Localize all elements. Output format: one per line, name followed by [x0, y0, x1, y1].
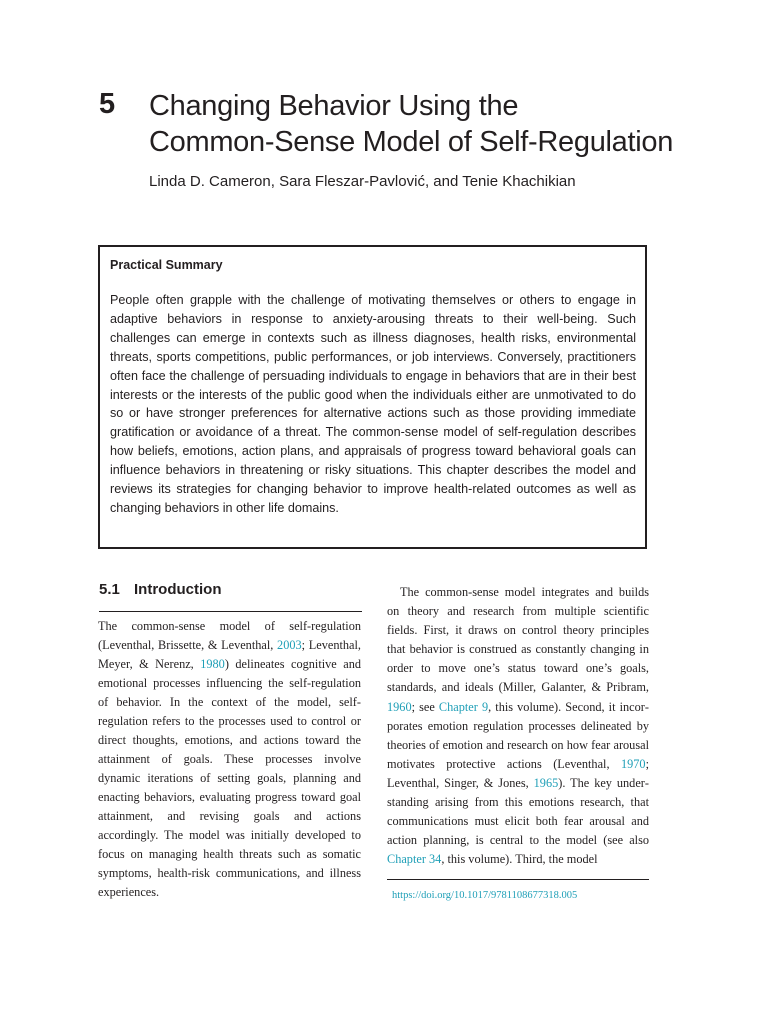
citation-link-1980[interactable]: 1980 [200, 657, 225, 671]
left-column-paragraph [98, 617, 361, 902]
section-title: Introduction [134, 581, 222, 598]
citation-link-1965[interactable]: 1965 [533, 775, 559, 790]
right-text-3: , this volume). Second, it incorporates emotion regulation processes delineated by theories of emotion and research on how fear arousal motivates protective actions (Leventhal, [387, 699, 649, 771]
chapter-authors: Linda D. Cameron, Sara Fleszar-Pavlović, and Tenie Khachikian [149, 173, 576, 190]
chapter-34-link[interactable]: Chapter 34 [387, 852, 442, 867]
chapter-title [149, 88, 709, 160]
section-heading [99, 581, 221, 599]
right-text-5: ). The key understanding arising from this emotions research, that communications must elicit both fear arousal and action planning, is central to the model (see also [387, 775, 649, 848]
right-text-4: ; Leventhal, Singer, & Jones, [387, 756, 649, 790]
doi-rule [387, 879, 649, 880]
practical-summary-box [98, 245, 647, 549]
left-text-2: ; Leventhal, Meyer, & Nerenz, [98, 638, 361, 671]
chapter-title-line-1: Changing Behavior Using the [149, 90, 519, 122]
practical-summary-text: People often grapple with the challenge of motivating themselves or others to engage in adaptive behaviors in response to anxiety-arousing threats to their well-being. Such challenges can emerge in contexts such as illness diagnoses, health risks, environmental threats, sports competitions, public performances, or job interviews. Conversely, practitioners often face the challenge of persuading individuals to engage in behaviors that are in their best interests or the interests of the public good when the individuals either are unmotivated to do so or have stronger preferences for alternative actions such as those providing immediate gratification or avoidance of a threat. The common-sense model of self-regulation describes how beliefs, emotions, action plans, and appraisals of progress toward behavioral goals can influence behaviors in threatening or risky situations. This chapter describes the model and reviews its strategies for changing behavior to improve health-related outcomes as well as changing behaviors in other life domains. [110, 293, 636, 515]
right-paragraph [387, 583, 649, 869]
citation-link-1970[interactable]: 1970 [620, 756, 646, 771]
right-text-1: The common-sense model integrates and builds on theory and research from multiple scientific fields. First, it draws on control theory principles that behavior is construed as constantly changing in order to move one’s status toward one’s goals, standards, and ideals (Miller, Galanter, & Pribram, [387, 585, 649, 695]
right-text-6: , this volume). Third, the model [441, 852, 598, 867]
left-text-1: The common-sense model of self-regulation (Leventhal, Brissette, & Leventhal, [98, 619, 361, 652]
chapter-9-link[interactable]: Chapter 9 [438, 699, 489, 714]
left-text-3: ) delineates cognitive and emotional processes influencing the self-regulation of behavior. In the context of the model, self-regulation refers to the processes used to control or direct thoughts, emotions, and actions toward the attainment of goals. These processes involve dynamic iterations of setting goals, planning and enacting behaviors, evaluating progress toward goal attainment, and revising goals and actions accordingly. The model was initially developed to focus on managing health threats such as somatic symptoms, health-risk communications, and illness experiences. [98, 657, 361, 899]
right-text-2: ; see [411, 699, 439, 714]
section-number: 5.1 [99, 581, 120, 598]
citation-link-2003[interactable]: 2003 [277, 638, 302, 652]
doi-link[interactable]: https://doi.org/10.1017/9781108677318.005 [392, 890, 578, 901]
citation-link-1960[interactable]: 1960 [387, 699, 412, 714]
practical-summary-heading: Practical Summary [110, 258, 223, 272]
section-rule [99, 611, 362, 612]
chapter-title-line-2: Common-Sense Model of Self-Regulation [149, 126, 674, 158]
right-column-paragraph [387, 583, 649, 869]
chapter-number: 5 [99, 88, 116, 120]
